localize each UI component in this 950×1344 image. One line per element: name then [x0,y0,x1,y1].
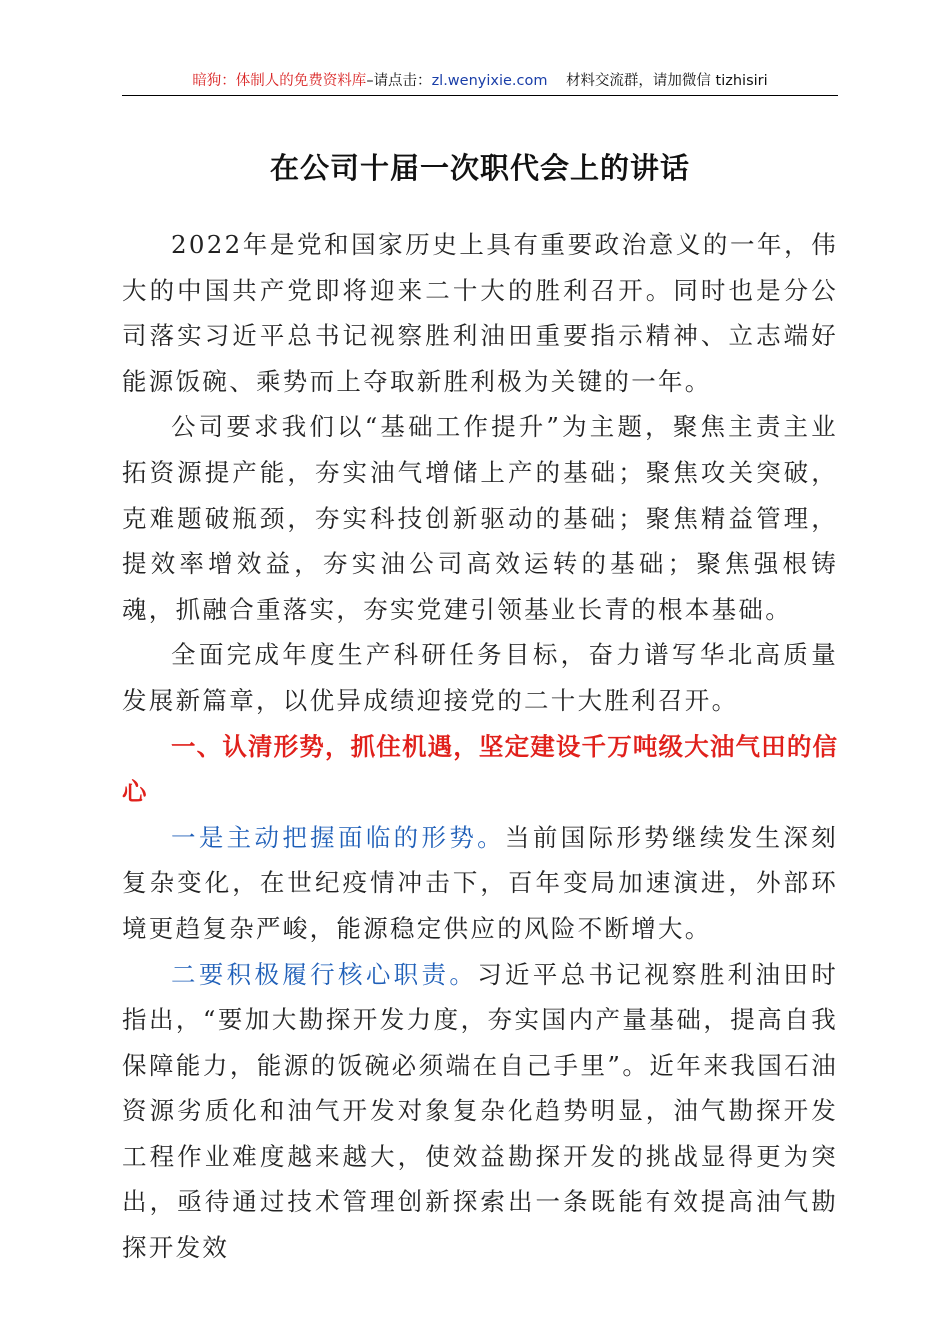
document-title: 在公司十届一次职代会上的讲话 [269,151,690,185]
paragraph-4-lead: 一是主动把握面临的形势。 [171,822,506,852]
section-1-heading: 一、认清形势，抓住机遇，坚定建设千万吨级大油气田的信心 [122,731,838,807]
paragraph-4 [122,815,838,952]
page-header [122,70,838,92]
paragraph-1: 2022年是党和国家历史上具有重要政治意义的一年，伟大的中国共产党即将迎来二十大的胜利召开。同时也是分公司落实习近平总书记视察胜利油田重要指示精神、立志端好能源饭碗、乘势而上夺取新胜利极为关键的一年。 [122,230,838,396]
paragraph-2: 公司要求我们以“基础工作提升”为主题，聚焦主责主业拓资源提产能，夯实油气增储上产的基础；聚焦攻关突破，克难题破瓶颈，夯实科技创新驱动的基础；聚焦精益管理，提效率增效益，夯实油公司高效运转的基础；聚焦强根铸魂，抓融合重落实，夯实党建引领基业长青的根本基础。 [122,412,838,624]
paragraph-5-text: 习近平总书记视察胜利油田时指出，“要加大勘探开发力度，夯实国内产量基础，提高自我保障能力，能源的饭碗必须端在自己手里”。近年来我国石油资源劣质化和油气开发对象复杂化趋势明显，油气勘探开发工程作业难度越来越大，使效益勘探开发的挑战显得更为突出，亟待通过技术管理创新探索出一条既能有效提高油气勘探开发效 [122,959,838,1263]
header-divider [122,95,838,96]
header-site-link[interactable]: zl.wenyixie.com [431,73,548,89]
document-body [122,222,838,1271]
paragraph-5-lead: 二要积极履行核心职责。 [171,959,478,989]
header-group-note: 材料交流群，请加微信 tizhisiri [565,73,768,89]
header-brand: 暗狗：体制人的免费资料库 [192,73,367,89]
paragraph-5 [122,952,838,1271]
paragraph-3: 全面完成年度生产科研任务目标，奋力谱写华北高质量发展新篇章，以优异成绩迎接党的二十大胜利召开。 [122,640,838,715]
paragraph-4-text: 当前国际形势继续发生深刻复杂变化，在世纪疫情冲击下，百年变局加速演进，外部环境更趋复杂严峻，能源稳定供应的风险不断增大。 [122,822,838,943]
header-click-prompt: –请点击： [366,73,432,89]
